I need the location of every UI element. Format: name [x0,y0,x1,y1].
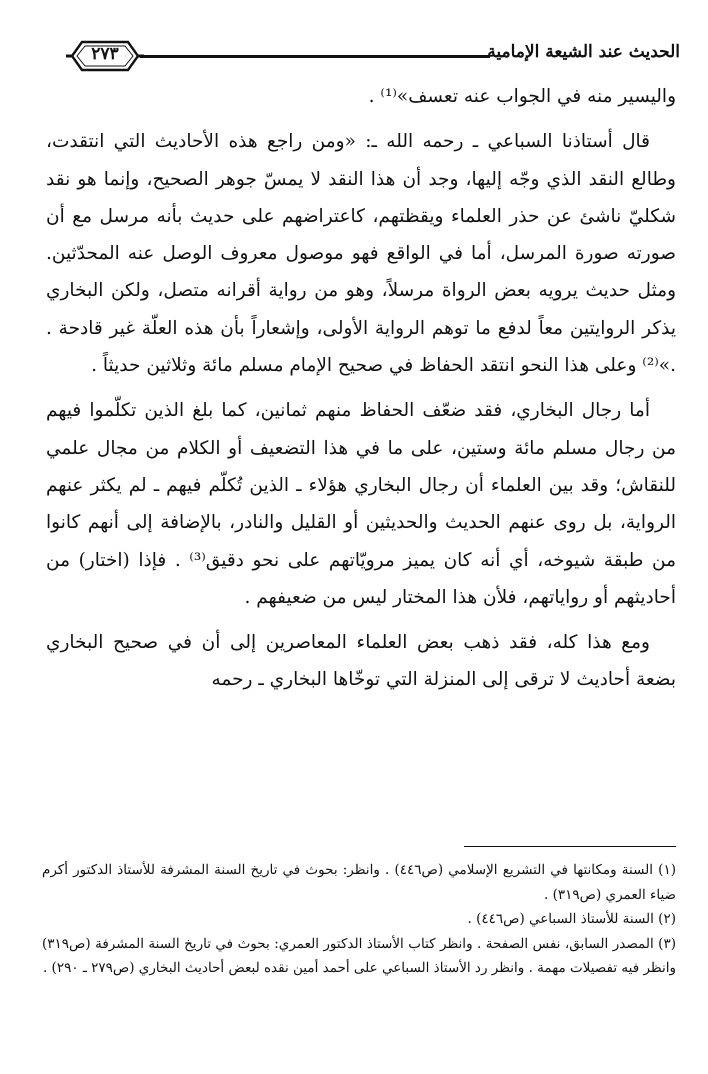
page-number-badge [66,36,144,76]
paragraph: واليسير منه في الجواب عنه تعسف»⁽¹⁾ . [368,86,676,107]
page-number: ٢٧٣ [91,44,119,64]
running-header [28,28,680,72]
paragraph: ومع هذا كله، فقد ذهب بعض العلماء المعاصرين إلى أن في صحيح البخاري بضعة أحاديث لا ترقى إلى المنزلة التي توخّاها البخاري ـ رحمه [46,632,676,691]
footnote: (٢) السنة للأستاذ السباعي (ص٤٤٦) . [467,911,676,927]
paragraph: أما رجال البخاري، فقد ضعّف الحفاظ منهم ثمانين، كما بلغ الذين تكلّموا فيهم من رجال مسلم مائة وستين، على ما في هذا التضعيف أو الكلام من مجال علمي للنقاش؛ وقد بين العلماء أن رجال البخاري هؤلاء ـ الذين تُكلّم فيهم ـ لم يكثر عنهم الرواية، بل روى عنهم الحديث والحديثين أو القليل والنادر، بالإضافة إلى أنهم كانوا من طبقة شيوخه، أي أنه كان يميز مرويّاتهم على نحو دقيق⁽³⁾ . فإذا (اختار) من أحاديثهم أو رواياتهم، فلأن هذا المختار ليس من ضعيفهم . [46,400,676,608]
header-rule [140,55,490,58]
footnote: (١) السنة ومكانتها في التشريع الإسلامي (ص٤٤٦) . وانظر: بحوث في تاريخ السنة المشرفة للأستاذ الدكتور أكرم ضياء العمري (ص٣١٩) . [42,862,676,903]
header-title: الحديث عند الشيعة الإمامية [487,42,680,62]
paragraph: قال أستاذنا السباعي ـ رحمه الله ـ: «ومن راجع هذه الأحاديث التي انتقدت، وطالع النقد الذي وجّه إليها، وجد أن هذا النقد لا يمسّ جوهر الصحيح، وإنما هو نقد شكليّ ناشئ عن حذر العلماء ويقظتهم، كاعتراضهم على حديث بأنه مرسل مع أن صورته صورة المرسل، أما في الواقع فهو موصول معروف الوصل عنه المحدّثين. ومثل حديث يرويه بعض الرواة مرسلاً، وهو من رواية أقرانه متصل، ولكن البخاري يذكر الروايتين معاً لدفع ما توهم الرواية الأولى، وإشعاراً بأن هذه العلّة غير قادحة . .»⁽²⁾ وعلى هذا النحو انتقد الحفاظ في صحيح الإمام مسلم مائة وثلاثين حديثاً . [46,131,676,377]
footnote: (٣) المصدر السابق، نفس الصفحة . وانظر كتاب الأستاذ الدكتور العمري: بحوث في تاريخ السنة المشرفة (ص٣١٩) وانظر فيه تفصيلات مهمة . وانظر رد الأستاذ السباعي على أحمد أمين نقده لبعض أحاديث البخاري (ص٢٧٩ ـ ٢٩٠) . [42,935,676,976]
footnote-divider [464,846,676,847]
main-text [46,78,676,699]
footnotes [42,858,676,981]
